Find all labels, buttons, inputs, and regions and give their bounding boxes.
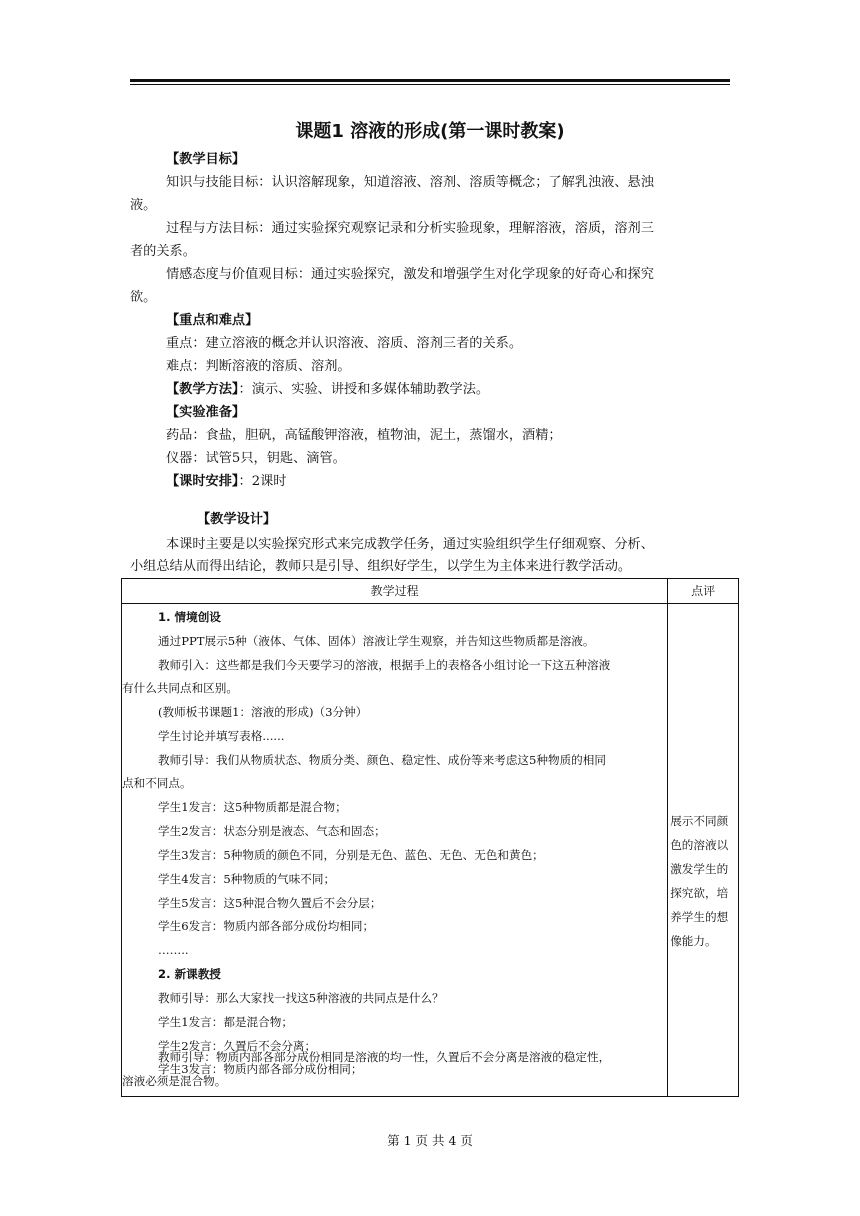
- methods-text: ：演示、实验、讲授和多媒体辅助教学法。: [238, 382, 490, 397]
- comment-line: 探究欲，培: [670, 886, 729, 900]
- comment-line: 激发学生的: [670, 862, 729, 876]
- process-line: 学生6发言：物质内部各部分成份均相同；: [158, 919, 375, 933]
- process-line: 学生讨论并填写表格......: [158, 729, 285, 743]
- table-header-process: 教学过程: [122, 579, 668, 604]
- design-heading: 【教学设计】: [197, 512, 277, 527]
- objective-attitude-line2: 欲。: [130, 290, 157, 305]
- process-line: 学生2发言：久置后不会分离；: [158, 1039, 317, 1053]
- process-cell: [122, 604, 668, 1097]
- design-text-line2: 小组总结从而得出结论，教师只是引导、组织好学生，以学生为主体来进行教学活动。: [130, 559, 632, 574]
- process-line: (教师板书课题1：溶液的形成)（3分钟）: [158, 705, 368, 719]
- process-line: 溶液必须是混合物。: [122, 1074, 227, 1088]
- process-line: 学生1发言：都是混合物；: [158, 1015, 293, 1029]
- methods-line: [166, 382, 766, 398]
- prep-instruments: 仪器：试管5只，钥匙、滴管。: [166, 451, 346, 466]
- keypoints-heading: 【重点和难点】: [166, 313, 259, 328]
- process-line: 通过PPT展示5种（液体、气体、固体）溶液让学生观察，并告知这些物质都是溶液。: [158, 634, 595, 648]
- schedule-line: [166, 474, 766, 490]
- process-line: 教师引导：物质内部各部分成份相同是溶液的均一性，久置后不会分离是溶液的稳定性，: [158, 1050, 611, 1064]
- comment-cell: [668, 604, 739, 1097]
- difficulty-text: 难点：判断溶液的溶质、溶剂。: [166, 359, 351, 374]
- objective-knowledge-line2: 液。: [130, 198, 157, 213]
- prep-heading: 【实验准备】: [166, 405, 246, 420]
- prep-drugs: 药品：食盐，胆矾，高锰酸钾溶液，植物油，泥土，蒸馏水，酒精；: [166, 428, 562, 443]
- keypoint-text: 重点：建立溶液的概念并认识溶液、溶质、溶剂三者的关系。: [166, 336, 523, 351]
- header-rule-thin: [130, 84, 730, 85]
- teaching-process-table: [121, 578, 739, 1097]
- process-line: 学生2发言：状态分别是液态、气态和固态；: [158, 824, 386, 838]
- process-line: 有什么共同点和区别。: [122, 681, 238, 695]
- process-line: ……..: [158, 943, 189, 957]
- schedule-text: ：2课时: [238, 474, 287, 489]
- process-line: 学生3发言：5种物质的颜色不同，分别是无色、蓝色、无色、无色和黄色；: [158, 848, 544, 862]
- objective-process-line1: 过程与方法目标：通过实验探究观察记录和分析实验现象，理解溶液，溶质，溶剂三: [166, 221, 654, 236]
- process-line: 教师引导：我们从物质状态、物质分类、颜色、稳定性、成份等来考虑这5种物质的相同: [158, 753, 606, 767]
- schedule-heading: 【课时安排】: [166, 474, 239, 489]
- comment-line: 展示不同颜: [670, 814, 729, 828]
- process-line: 点和不同点。: [122, 776, 192, 790]
- process-line: 教师引导：那么大家找一找这5种溶液的共同点是什么？: [158, 991, 444, 1005]
- objective-process-line2: 者的关系。: [130, 244, 196, 259]
- section1-title: 1. 情境创设: [158, 610, 221, 624]
- header-rule-thick: [130, 79, 730, 82]
- page-title: 课题1 溶液的形成(第一课时教案): [295, 121, 565, 142]
- section2-title: 2. 新课教授: [158, 967, 221, 981]
- process-line: 教师引入：这些都是我们今天要学习的溶液，根据手上的表格各小组讨论一下这五种溶液: [158, 658, 611, 672]
- process-line: 学生5发言：这5种混合物久置后不会分层；: [158, 896, 382, 910]
- methods-heading: 【教学方法】: [166, 382, 239, 397]
- process-line: 学生4发言：5种物质的气味不同；: [158, 872, 336, 886]
- design-text-line1: 本课时主要是以实验探究形式来完成教学任务，通过实验组织学生仔细观察、分析、: [166, 537, 654, 552]
- comment-line: 养学生的想: [670, 910, 729, 924]
- table-header-comment: 点评: [668, 579, 739, 604]
- objectives-heading: 【教学目标】: [166, 152, 246, 167]
- objective-knowledge-line1: 知识与技能目标：认识溶解现象，知道溶液、溶剂、溶质等概念；了解乳浊液、悬浊: [166, 175, 654, 190]
- comment-line: 像能力。: [670, 934, 717, 948]
- comment-line: 色的溶液以: [670, 838, 729, 852]
- process-line: 学生1发言：这5种物质都是混合物；: [158, 800, 347, 814]
- objective-attitude-line1: 情感态度与价值观目标：通过实验探究，激发和增强学生对化学现象的好奇心和探究: [166, 267, 654, 282]
- process-line: 学生3发言：物质内部各部分成份相同；: [158, 1062, 363, 1076]
- page-footer: 第 1 页 共 4 页: [387, 1133, 473, 1148]
